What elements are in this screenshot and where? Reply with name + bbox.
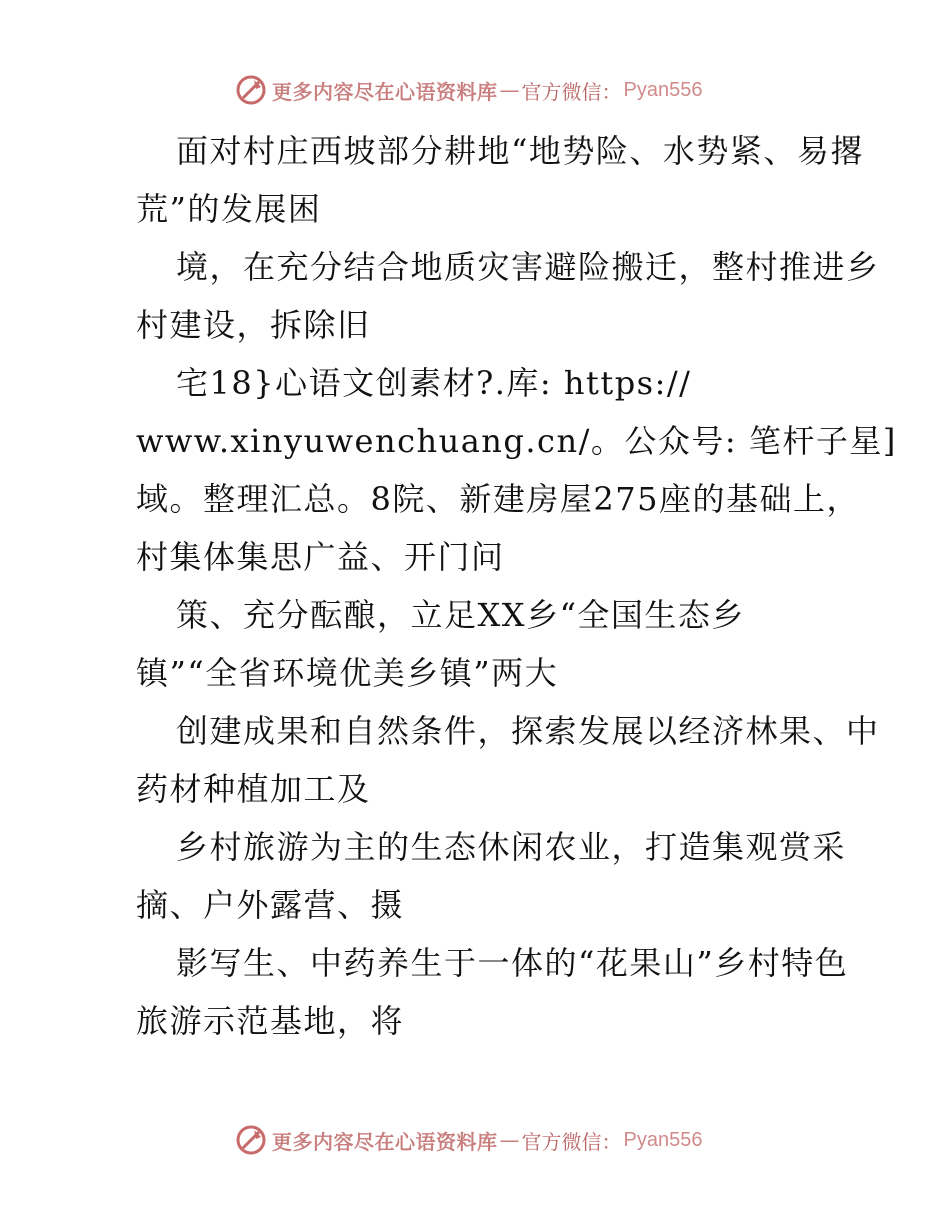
banner-text: 更多内容尽在心语资料库 [272, 79, 498, 104]
banner-dash: — [499, 1128, 520, 1152]
text-line: 域。整理汇总。8院、新建房屋275座的基础上， [136, 480, 860, 518]
paragraph [96, 934, 866, 1050]
text-line: 面对村庄西坡部分耕地“地势险、水势紧、易撂 [176, 132, 864, 170]
text-line: 荒”的发展困 [136, 190, 322, 228]
header-watermark-banner [234, 72, 702, 108]
paragraph [96, 238, 880, 354]
paragraph [96, 354, 897, 586]
watermark-logo-icon [234, 73, 268, 107]
text-line: 村建设，拆除旧 [136, 306, 371, 344]
footer-watermark-banner [234, 1122, 702, 1158]
text-line: 境，在充分结合地质灾害避险搬迁，整村推进乡 [176, 248, 880, 286]
text-line: 乡村旅游为主的生态休闲农业，打造集观赏采 [176, 828, 847, 866]
text-line: 创建成果和自然条件，探索发展以经济林果、中 [176, 712, 880, 750]
wechat-label: 官方微信： [521, 1129, 622, 1154]
watermark-logo-icon [234, 1123, 268, 1157]
text-line: 镇”“全省环境优美乡镇”两大 [136, 654, 559, 692]
text-line: 宅18}心语文创素材?.库: https:// [176, 364, 692, 402]
text-line: 旅游示范基地，将 [136, 1002, 405, 1040]
wechat-id: Pyan556 [623, 1128, 703, 1151]
paragraph [96, 122, 866, 238]
text-line: 影写生、中药养生于一体的“花果山”乡村特色 [176, 944, 849, 982]
paragraph [96, 586, 866, 702]
text-line: 村集体集思广益、开门问 [136, 538, 505, 576]
paragraph [96, 818, 866, 934]
text-line: www.xinyuwenchuang.cn/。公众号: 笔杆子星] [136, 422, 897, 460]
text-line: 策、充分酝酿，立足XX乡“全国生态乡 [176, 596, 745, 634]
text-line: 药材种植加工及 [136, 770, 371, 808]
paragraph [96, 702, 880, 818]
text-line: 摘、户外露营、摄 [136, 886, 405, 924]
wechat-label: 官方微信： [521, 79, 622, 104]
banner-dash: — [499, 78, 520, 102]
wechat-id: Pyan556 [623, 78, 703, 101]
document-body [96, 122, 897, 1050]
banner-text: 更多内容尽在心语资料库 [272, 1129, 498, 1154]
